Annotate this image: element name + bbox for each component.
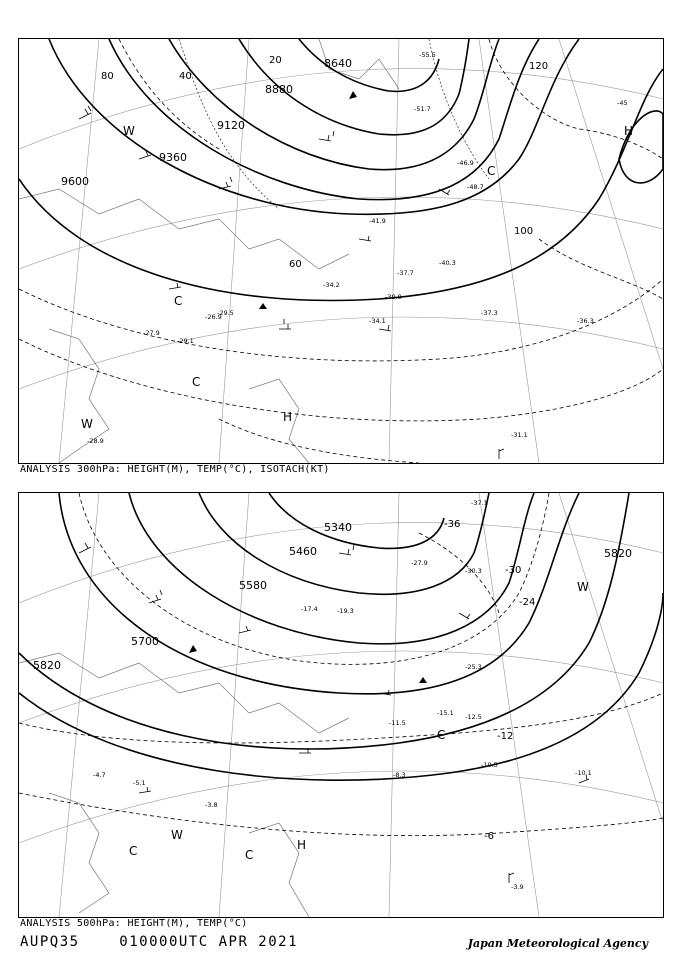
height-label: 5820 <box>33 659 61 672</box>
temp-value: -11.5 <box>389 719 406 727</box>
chart-500hpa <box>18 492 664 918</box>
temp-value: -36.3 <box>577 317 594 325</box>
high-pressure-marker: H <box>624 124 634 138</box>
caption-300hpa: ANALYSIS 300hPa: HEIGHT(M), TEMP(°C), ISOTACH(KT) <box>20 464 330 475</box>
temp-value: -30.3 <box>465 567 482 575</box>
caption-500hpa: ANALYSIS 500hPa: HEIGHT(M), TEMP(°C) <box>20 918 248 929</box>
chart-identifier <box>20 934 298 950</box>
warm-marker: W <box>81 417 93 431</box>
isotherm-label: -30 <box>505 565 522 576</box>
temp-value: -29.5 <box>217 309 234 317</box>
isotachs <box>19 39 663 463</box>
temp-value: -27.9 <box>143 329 160 337</box>
isotherms <box>19 493 663 836</box>
isotherm-label: -36 <box>444 519 461 530</box>
temp-value: -41.9 <box>369 217 386 225</box>
coastline <box>19 653 349 917</box>
isotherm-label: -6 <box>484 831 494 842</box>
height-contours <box>19 493 663 780</box>
temp-value: -3.8 <box>205 801 218 809</box>
height-label: 5820 <box>604 547 632 560</box>
temp-value: -39.9 <box>385 293 402 301</box>
temp-value: -29.1 <box>177 337 194 345</box>
temp-value: -25.3 <box>465 663 482 671</box>
temp-value: -34.1 <box>369 317 386 325</box>
warm-marker: W <box>171 828 183 842</box>
temp-value: -12.5 <box>465 713 482 721</box>
cold-marker: C <box>437 728 446 742</box>
temp-value: -45 <box>617 99 628 107</box>
temp-value: -37.3 <box>481 309 498 317</box>
height-label: 5460 <box>289 545 317 558</box>
height-label: 9360 <box>159 151 187 164</box>
cold-marker: C <box>192 375 201 389</box>
high-pressure-marker: H <box>283 410 293 424</box>
isotach-label: 80 <box>101 71 114 82</box>
temp-value: -19.3 <box>337 607 354 615</box>
warm-marker: W <box>123 124 135 138</box>
height-label: 5700 <box>131 635 159 648</box>
temp-value: -40.3 <box>439 259 456 267</box>
temp-value: -5.1 <box>133 779 146 787</box>
temp-value: -15.1 <box>437 709 454 717</box>
temp-value: -37.1 <box>471 499 488 507</box>
temp-value: -51.7 <box>414 105 431 113</box>
height-label: 8640 <box>324 57 352 70</box>
high-pressure-marker: H <box>297 838 307 852</box>
chart-300hpa <box>18 38 664 464</box>
isotach-label: 40 <box>179 71 192 82</box>
isotach-label: 120 <box>529 61 549 72</box>
graticule <box>19 493 663 917</box>
cold-marker: C <box>487 164 496 178</box>
temp-value: -34.2 <box>323 281 340 289</box>
temp-value: -27.9 <box>411 559 428 567</box>
temp-value: -10.1 <box>575 769 592 777</box>
graticule <box>19 39 663 463</box>
temp-value: -10.5 <box>481 761 498 769</box>
temp-value: -55.5 <box>419 51 436 59</box>
temp-value: -17.4 <box>301 605 318 613</box>
map-300hpa <box>19 39 663 463</box>
map-500hpa <box>19 493 663 917</box>
coastline <box>19 39 399 463</box>
height-contours <box>19 39 663 301</box>
wind-pennants <box>189 645 427 683</box>
isotach-label: 100 <box>514 226 534 237</box>
isotherm-label: -12 <box>497 731 514 742</box>
height-label: 9120 <box>217 119 245 132</box>
wind-barbs <box>79 543 589 883</box>
temp-value: -31.1 <box>511 431 528 439</box>
valid-time: 010000UTC APR 2021 <box>119 934 299 950</box>
temp-value: -48.7 <box>467 183 484 191</box>
cold-marker: C <box>129 844 138 858</box>
temp-value: -4.7 <box>93 771 106 779</box>
temp-value: -26.9 <box>205 313 222 321</box>
agency-name: Japan Meteorological Agency <box>467 937 648 950</box>
temp-value: -28.9 <box>87 437 104 445</box>
height-label: 5580 <box>239 579 267 592</box>
height-label: 9600 <box>61 175 89 188</box>
temp-value: -3.9 <box>511 883 524 891</box>
height-label: 5340 <box>324 521 352 534</box>
cold-marker: C <box>174 294 183 308</box>
chart-id: AUPQ35 <box>20 934 80 950</box>
temp-value: -37.7 <box>397 269 414 277</box>
warm-marker: W <box>577 580 589 594</box>
wind-barbs <box>79 106 504 459</box>
cold-marker: C <box>245 848 254 862</box>
temp-value: -46.9 <box>457 159 474 167</box>
isotherm-label: -24 <box>519 597 536 608</box>
height-label: 8880 <box>265 83 293 96</box>
temp-value: -8.3 <box>393 771 406 779</box>
isotach-label: 60 <box>289 259 302 270</box>
isotach-label: 20 <box>269 55 282 66</box>
